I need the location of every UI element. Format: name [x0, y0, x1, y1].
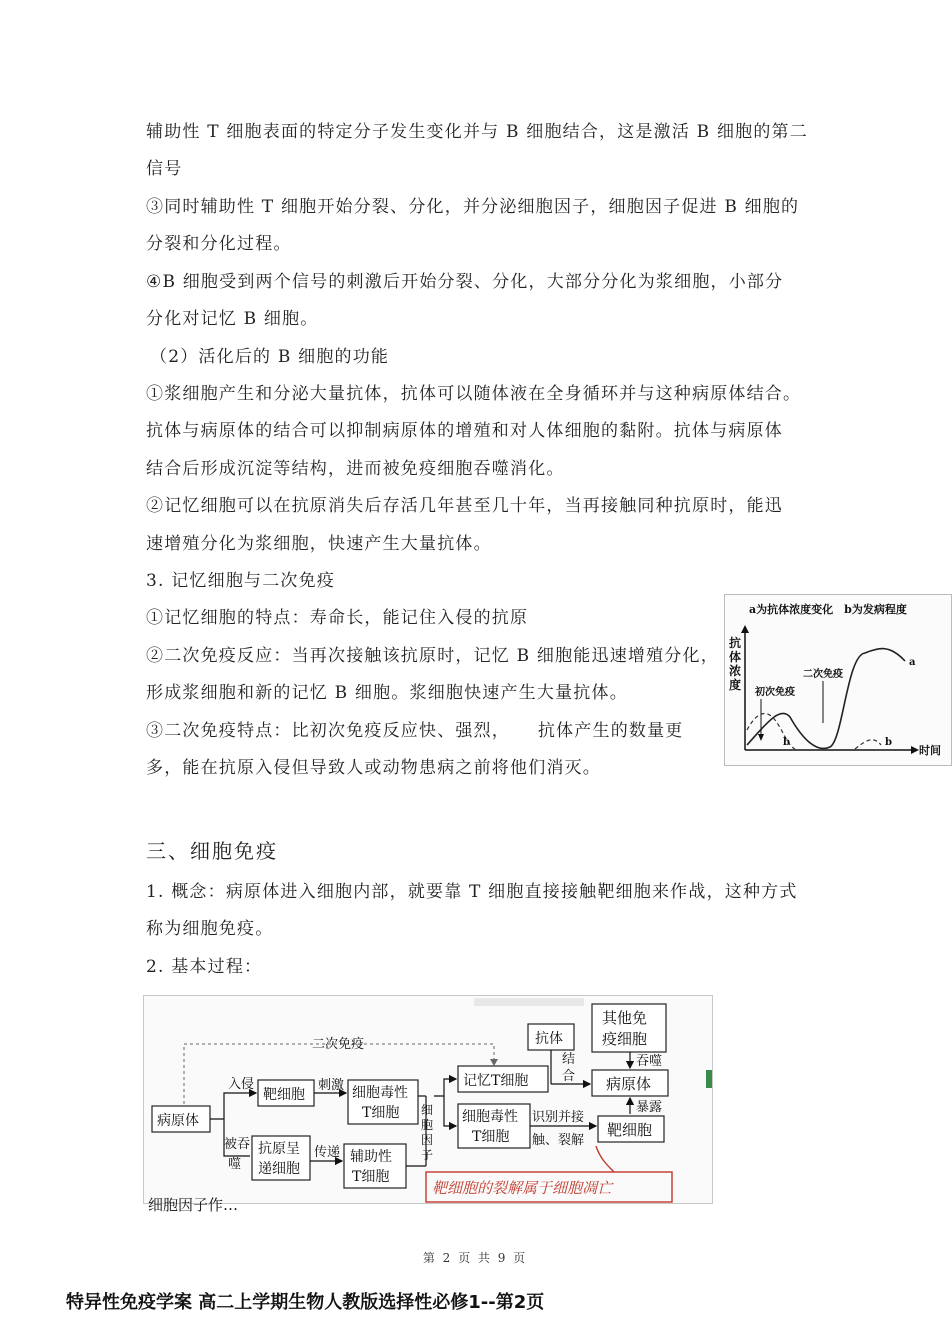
text-line: 速增殖分化为浆细胞，快速产生大量抗体。	[146, 534, 492, 554]
box-helper	[344, 1144, 406, 1188]
y-label-char: 抗	[729, 636, 742, 650]
text-line: ①浆细胞产生和分泌大量抗体，抗体可以随体液在全身循环并与这种病原体结合。	[146, 384, 802, 404]
flow-label: 疫细胞	[602, 1030, 648, 1048]
box-target-cell2	[598, 1116, 664, 1142]
flow-label: 子	[421, 1148, 434, 1162]
label-b: b	[885, 737, 892, 748]
box-target-cell	[258, 1080, 314, 1106]
x-axis-label: 时间	[919, 744, 941, 757]
text-line: ③同时辅助性 T 细胞开始分裂、分化，并分泌细胞因子，细胞因子促进 B 细胞的	[146, 197, 800, 217]
antibody-graph	[724, 594, 952, 766]
flow-label: 递细胞	[258, 1161, 300, 1177]
flow-label: 抗体	[535, 1031, 563, 1047]
cellular-immunity-diagram	[143, 995, 713, 1214]
flow-label: 因	[421, 1133, 434, 1147]
flow-label: 辅助性	[350, 1149, 392, 1165]
y-label-char: 浓	[729, 664, 742, 678]
flow-label: 入侵	[228, 1077, 255, 1092]
graph-legend: a为抗体浓度变化 b为发病程度	[749, 603, 907, 616]
flow-label: 触、裂解	[532, 1133, 585, 1148]
subheading: 3. 记忆细胞与二次免疫	[146, 571, 336, 591]
box-memory-t	[458, 1066, 548, 1092]
flow-label: 刺激	[318, 1078, 345, 1093]
curve-b-second	[855, 740, 881, 749]
box-antibody	[528, 1024, 574, 1050]
text-line: 1. 概念：病原体进入细胞内部，就要靠 T 细胞直接接触靶细胞来作战，这种方式	[146, 882, 798, 902]
text-line: 结合后形成沉淀等结构，进而被免疫细胞吞噬消化。	[146, 459, 565, 479]
page-number: 第 2 页 共 9 页	[422, 1251, 528, 1265]
y-label-char: 体	[729, 650, 742, 664]
flow-label: 噬	[228, 1157, 242, 1172]
text-line: 多，能在抗原入侵但导致人或动物患病之前将他们消灭。	[146, 758, 601, 778]
flow-label: 合	[562, 1069, 576, 1084]
flow-label: 暴露	[636, 1100, 663, 1115]
cut-text: 细胞因子作…	[148, 1196, 239, 1214]
flow-label: 被吞	[224, 1137, 251, 1152]
flow-label: 细胞毒性	[352, 1085, 408, 1101]
flow-label: 记忆T细胞	[463, 1073, 529, 1089]
flow-label: 细胞毒性	[462, 1109, 518, 1125]
flow-label: 传递	[314, 1145, 341, 1160]
flow-label: 结	[562, 1052, 576, 1067]
text-line: 抗体与病原体的结合可以抑制病原体的增殖和对人体细胞的黏附。抗体与病原体	[146, 421, 783, 441]
flow-label: 吞噬	[636, 1054, 663, 1069]
note-arrow	[596, 1146, 614, 1172]
box-pathogen2	[592, 1070, 668, 1096]
label-a: a	[909, 657, 916, 668]
text-line: 称为细胞免疫。	[146, 919, 274, 939]
box-other-immune	[592, 1004, 666, 1052]
flow-label: 靶细胞	[263, 1087, 305, 1103]
text-line: 分裂和分化过程。	[146, 234, 292, 254]
box-ctl1	[348, 1080, 418, 1124]
text-line: ④B 细胞受到两个信号的刺激后开始分裂、分化，大部分分化为浆细胞，小部分	[146, 272, 784, 292]
flow-label: 其他免	[602, 1009, 648, 1027]
text-line: 分化对记忆 B 细胞。	[146, 309, 319, 329]
flow-label: 靶细胞	[607, 1121, 653, 1139]
subheading: （2）活化后的 B 细胞的功能	[150, 347, 390, 367]
label-primary-immunity: 初次免疫	[755, 687, 795, 698]
box-apc	[252, 1136, 310, 1180]
handwritten-note: 靶细胞的裂解属于细胞凋亡	[432, 1179, 613, 1197]
box-ctl2	[458, 1104, 530, 1148]
flow-label: T细胞	[362, 1105, 400, 1121]
footer-title: 特异性免疫学案 高二上学期生物人教版选择性必修1--第2页	[66, 1292, 545, 1313]
text-line: ①记忆细胞的特点：寿命长，能记住入侵的抗原	[146, 608, 529, 628]
flow-label: 细	[421, 1103, 434, 1117]
text-line: ③二次免疫特点：比初次免疫反应快、强烈， 抗体产生的数量更	[146, 721, 684, 741]
flow-label: 抗原呈	[258, 1141, 300, 1157]
flow-label: T细胞	[472, 1129, 510, 1145]
flow-label: 识别并接	[532, 1110, 585, 1125]
curve-a	[747, 649, 905, 749]
flow-label: 病原体	[157, 1113, 199, 1129]
text-line: ②二次免疫反应：当再次接触该抗原时，记忆 B 细胞能迅速增殖分化，	[146, 646, 719, 666]
text-line: 信号	[146, 159, 183, 179]
flow-label: 病原体	[606, 1075, 652, 1093]
flow-label: 二次免疫	[312, 1037, 365, 1052]
label-secondary-immunity: 二次免疫	[803, 669, 843, 680]
text-line: 辅助性 T 细胞表面的特定分子发生变化并与 B 细胞结合，这是激活 B 细胞的第二	[146, 122, 808, 142]
box-pathogen	[152, 1106, 210, 1132]
text-line: ②记忆细胞可以在抗原消失后存活几年甚至几十年，当再接触同种抗原时，能迅	[146, 496, 783, 516]
section-title: 三、细胞免疫	[146, 839, 278, 863]
secondary-route	[184, 1044, 494, 1104]
flow-label: T细胞	[352, 1169, 390, 1185]
label-b: b	[783, 737, 790, 748]
text-line: 形成浆细胞和新的记忆 B 细胞。浆细胞快速产生大量抗体。	[146, 683, 628, 703]
text-line: 2. 基本过程：	[146, 957, 263, 977]
y-label-char: 度	[729, 678, 742, 692]
flow-label: 胞	[421, 1118, 434, 1132]
